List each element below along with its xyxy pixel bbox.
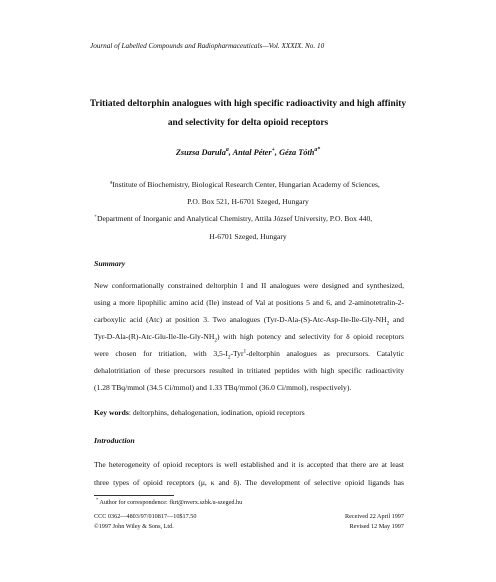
affiliation-b-mark: + bbox=[94, 213, 97, 220]
footnote-divider bbox=[94, 495, 174, 496]
summary-line-5-sub: 2 bbox=[227, 354, 231, 361]
summary-line-4-sub: 2 bbox=[214, 337, 217, 344]
author-2-mark: + bbox=[271, 147, 275, 154]
affiliation-b-line-1 bbox=[94, 214, 372, 223]
author-sep-1: , bbox=[228, 148, 233, 157]
affiliation-b-line-2: H-6701 Szeged, Hungary bbox=[209, 232, 287, 241]
summary-line-3-text: carboxylic acid (Atc) at position 3. Two analogues (Tyr-D-Ala-(S)-Atc-Asp-Ile-Ile-Gly-NH bbox=[94, 315, 387, 324]
affiliation-a-mark: a bbox=[110, 179, 113, 186]
keywords-label: Key words bbox=[94, 408, 129, 417]
summary-line-4-text: Tyr-D-Ala-(R)-Atc-Glu-Ile-Ile-Gly-NH bbox=[94, 332, 215, 341]
author-1: Zsuzsa Darula bbox=[175, 148, 226, 157]
correspondence-footnote bbox=[96, 496, 243, 506]
affiliation-a-text: Institute of Biochemistry, Biological Research Center, Hungarian Academy of Sciences, bbox=[112, 180, 380, 189]
introduction-heading: Introduction bbox=[94, 436, 135, 445]
summary-line-1: New conformationally constrained deltorphin I and II analogues were designed and synthesized, bbox=[94, 281, 404, 290]
summary-line-3-end: and bbox=[389, 315, 404, 324]
affiliation-a-line-2: P.O. Box 521, H-6701 Szeged, Hungary bbox=[187, 197, 309, 206]
keywords-line bbox=[94, 408, 305, 417]
author-3: Géza Tóth bbox=[279, 148, 315, 157]
summary-line-2: using a more lipophilic amino acid (Ile) instead of Val at positions 5 and 6, and 2-aminotetralin-2- bbox=[94, 298, 404, 307]
paper-title-line-1: Tritiated deltorphin analogues with high specific radioactivity and high affinity bbox=[89, 99, 407, 109]
summary-line-5-tyr: -Tyr bbox=[230, 349, 244, 358]
summary-line-5-sup: 1 bbox=[243, 348, 247, 355]
summary-line-5 bbox=[94, 348, 404, 361]
author-3-mark: a* bbox=[314, 147, 321, 154]
footnote-mark: * bbox=[96, 496, 99, 502]
summary-line-3 bbox=[94, 315, 404, 327]
summary-line-6: dehalotritiation of these precursors resulted in tritiated peptides with high specific radioactivity bbox=[94, 366, 404, 375]
revised-date: Revised 12 May 1997 bbox=[349, 523, 404, 530]
summary-heading: Summary bbox=[94, 259, 126, 268]
keywords-text: : deltorphins, dehalogenation, iodination, opioid receptors bbox=[128, 408, 305, 417]
summary-line-5-end: -deltorphin analogues as precursors. Catalytic bbox=[246, 349, 404, 358]
summary-line-7: (1.28 TBq/mmol (34.5 Ci/mmol) and 1.33 TBq/mmol (36.0 Ci/mmol), respectively). bbox=[94, 383, 352, 392]
author-sep-2: , bbox=[274, 148, 280, 157]
affiliation-a-line-1 bbox=[110, 180, 380, 189]
summary-line-5-text: were chosen for tritiation, with 3,5-I bbox=[94, 349, 228, 358]
paper-title-line-2: and selectivity for delta opioid receptors bbox=[167, 118, 329, 128]
received-date: Received 22 April 1997 bbox=[345, 513, 404, 520]
ccc-code: CCC 0362—4803/97/010817—10$17.50 bbox=[94, 513, 197, 520]
footnote-text: Author for correspondence: fkrt@nverx.szbk.u-szeged.hu bbox=[98, 499, 243, 506]
author-1-mark: a bbox=[225, 147, 229, 154]
summary-line-4 bbox=[94, 332, 404, 344]
affiliation-b-text: Department of Inorganic and Analytical Chemistry, Attila József University, P.O. Box 440, bbox=[97, 214, 373, 223]
introduction-line-2: three types of opioid receptors (μ, κ and δ). The development of selective opioid ligands has bbox=[94, 478, 404, 487]
author-list bbox=[0, 148, 496, 157]
author-2: Antal Péter bbox=[232, 148, 272, 157]
introduction-line-1: The heterogeneity of opioid receptors is well established and it is accepted that there are at least bbox=[94, 460, 404, 469]
summary-line-3-sub: 2 bbox=[386, 320, 390, 327]
journal-header: Journal of Labelled Compounds and Radiopharmaceuticals—Vol. XXXIX. No. 10 bbox=[90, 42, 325, 50]
copyright: ©1997 John Wiley & Sons, Ltd. bbox=[94, 523, 174, 530]
summary-line-4-end: ) with high potency and selectivity for δ opioid receptors bbox=[217, 332, 404, 341]
